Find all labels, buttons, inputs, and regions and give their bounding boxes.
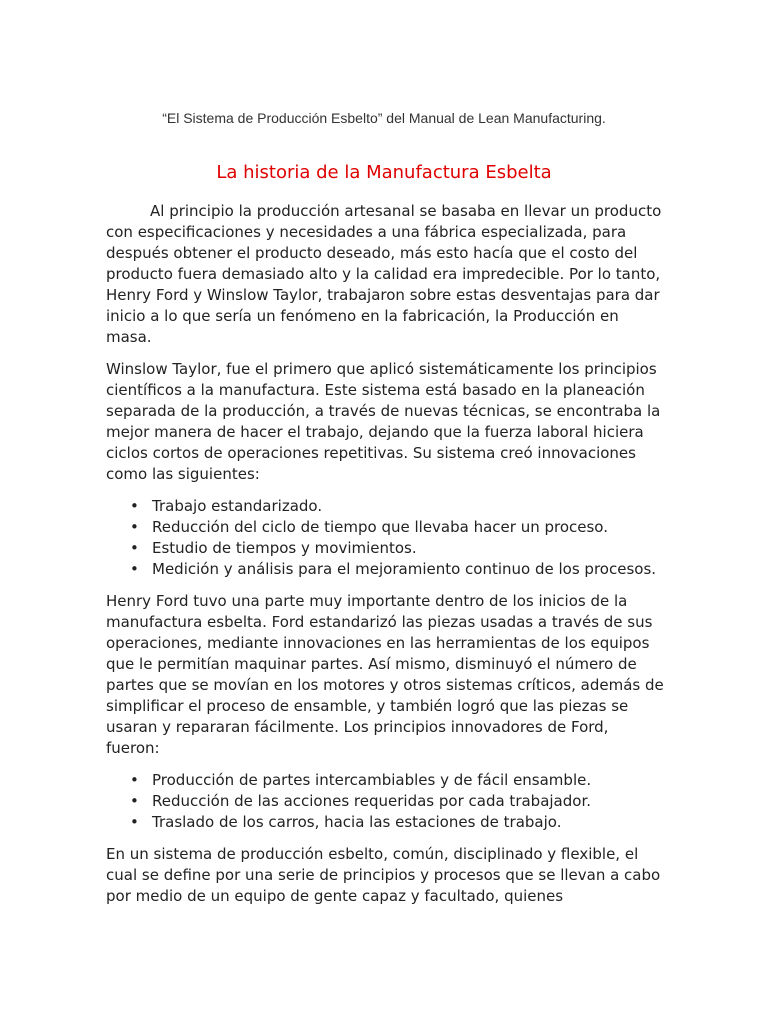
- ford-principles-list: [106, 770, 666, 833]
- bullet-icon: •: [130, 539, 139, 557]
- list-item: [130, 559, 666, 580]
- list-item: [130, 791, 666, 812]
- list-item-text: Medición y análisis para el mejoramiento continuo de los procesos.: [152, 560, 657, 578]
- list-item-text: Traslado de los carros, hacia las estaciones de trabajo.: [152, 813, 562, 831]
- bullet-icon: •: [130, 497, 139, 515]
- list-item: [130, 496, 666, 517]
- list-item: [130, 538, 666, 559]
- bullet-icon: •: [130, 771, 139, 789]
- bullet-icon: •: [130, 813, 139, 831]
- list-item-text: Trabajo estandarizado.: [152, 497, 323, 515]
- bullet-icon: •: [130, 792, 139, 810]
- paragraph-artisanal-production: Al principio la producción artesanal se basaba en llevar un producto con especificaciones y necesidades a una fábrica especializada, para después obtener el producto deseado, más esto hacía que el costo del producto fuera demasiado alto y la calidad era impredecible. Por lo tanto, Henry Ford y Winslow Taylor, trabajaron sobre estas desventajas para dar inicio a lo que sería un fenómeno en la fabricación, la Producción en masa.: [106, 202, 662, 346]
- list-item: [130, 770, 666, 791]
- paragraph-winslow-taylor: Winslow Taylor, fue el primero que aplicó sistemáticamente los principios científicos a la manufactura. Este sistema está basado en la planeación separada de la producción, a través de nuevas técnicas, se encontraba la mejor manera de hacer el trabajo, dejando que la fuerza laboral hiciera ciclos cortos de operaciones repetitivas. Su sistema creó innovaciones como las siguientes:: [106, 360, 661, 483]
- list-item-text: Reducción del ciclo de tiempo que llevaba hacer un proceso.: [152, 518, 608, 536]
- list-item: [130, 517, 666, 538]
- taylor-innovations-list: [106, 496, 666, 580]
- paragraph-henry-ford: Henry Ford tuvo una parte muy importante dentro de los inicios de la manufactura esbelta. Ford estandarizó las piezas usadas a través de sus operaciones, mediante innovaciones en las herramientas de los equipos que le permitían maquinar partes. Así mismo, disminuyó el número de partes que se movían en los motores y otros sistemas críticos, además de simplificar el proceso de ensamble, y también logró que las piezas se usaran y repararan fácilmente. Los principios innovadores de Ford, fueron:: [106, 592, 664, 757]
- list-item-text: Reducción de las acciones requeridas por cada trabajador.: [152, 792, 592, 810]
- list-item: [130, 812, 666, 833]
- list-item-text: Estudio de tiempos y movimientos.: [152, 539, 417, 557]
- list-item-text: Producción de partes intercambiables y de fácil ensamble.: [152, 771, 592, 789]
- document-body: [106, 201, 666, 918]
- bullet-icon: •: [130, 560, 139, 578]
- paragraph-lean-system: En un sistema de producción esbelto, común, disciplinado y flexible, el cual se define por una serie de principios y procesos que se llevan a cabo por medio de un equipo de gente capaz y facultado, quienes: [106, 845, 661, 905]
- bullet-icon: •: [130, 518, 139, 536]
- document-title: La historia de la Manufactura Esbelta: [216, 162, 552, 183]
- source-subtitle: “El Sistema de Producción Esbelto” del Manual de Lean Manufacturing.: [162, 110, 606, 126]
